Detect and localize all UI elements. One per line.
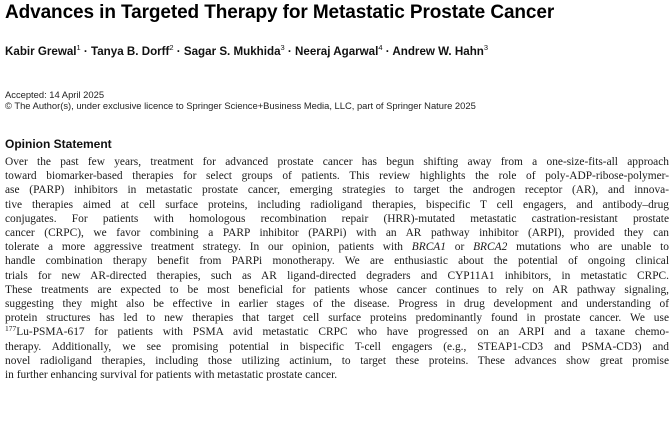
body-text-line: handle combination therapy benefit from PARPi monotherapy. We are enthusiastic about the potential of ongoing clinical	[5, 255, 669, 268]
affiliation-mark: 1	[76, 43, 81, 52]
body-text-line: tive therapies aimed at cell surface proteins, including radioligand therapies, bispecific T cell engagers, and antibody–drug	[5, 198, 669, 211]
author-separator: ·	[173, 45, 184, 58]
author-separator: ·	[382, 45, 393, 58]
affiliation-mark: 3	[280, 43, 285, 52]
body-text-line: $^{177}$Lu-PSMA-617 for patients with PSMA avid metastatic CRPC who have progressed on an ARPI and a taxane chemo-	[5, 324, 669, 339]
gene-name: BRCA1	[411, 241, 446, 254]
author	[295, 45, 392, 58]
body-text-line: suggesting they might also be effective in earlier stages of the disease. Progress in drug development and understanding of	[5, 298, 669, 311]
author-name: Tanya B. Dorff	[91, 45, 170, 58]
author-name: Neeraj Agarwal	[295, 45, 379, 58]
body-text-line: therapy. Additionally, we see promising potential in bispecific T-cell engagers (e.g., STEAP1-CD3 and PSMA-CD3) and	[5, 340, 669, 353]
affiliation-mark: 2	[169, 43, 174, 52]
body-text-line: trials for new AR-directed therapies, such as AR ligand-directed degraders and CYP11A1 inhibitors, in metastatic CRPC.	[5, 269, 669, 282]
author-name: Andrew W. Hahn	[392, 45, 484, 58]
author	[184, 45, 295, 58]
affiliation-mark: 4	[378, 43, 383, 52]
author	[5, 45, 91, 58]
body-text-line: ase (PARP) inhibitors in metastatic prostate cancer, emerging strategies to target the androgen receptor (AR), and innova-	[5, 184, 669, 197]
section-heading: Opinion Statement	[5, 137, 112, 151]
body-text-line: protein structures has led to new therapies that target cell surface proteins predominantly found in prostate cancer. We use	[5, 312, 669, 325]
author	[392, 45, 488, 58]
body-text-line: These treatments are expected to be most beneficial for patients whose cancer continues to rely on AR pathway signaling,	[5, 283, 669, 296]
author-name: Sagar S. Mukhida	[183, 45, 281, 58]
author-name: Kabir Grewal	[5, 45, 77, 58]
body-text-line: tolerate a more aggressive treatment strategy. In our opinion, patients with BRCA1 or BRCA2 mutations who are unable to	[5, 241, 669, 254]
gene-name: BRCA2	[473, 241, 508, 254]
body-text-line: cancer (CRPC), we favor combining a PARP inhibitor (PARPi) with an AR pathway inhibitor (ARPI), provided they can	[5, 227, 669, 240]
copyright-notice: © The Author(s), under exclusive licence to Springer Science+Business Media, LLC, part of Springer Nature 2025	[5, 100, 476, 111]
author-separator: ·	[80, 45, 92, 58]
article-title: Advances in Targeted Therapy for Metastatic Prostate Cancer	[5, 2, 555, 23]
opinion-statement-body	[5, 155, 669, 382]
accepted-date: Accepted: 14 April 2025	[5, 89, 105, 100]
body-text-line: toward biomarker-based therapies for select groups of patients. This review highlights the role of poly-ADP-ribose-polymer-	[5, 170, 669, 183]
body-text-line: novel radioligand therapies, including those utilizing actinium, to target these proteins. These advances show great promise	[5, 354, 669, 367]
body-text-line: Over the past few years, treatment for advanced prostate cancer has begun shifting away from a one-size-fits-all approach	[5, 156, 669, 168]
author	[91, 45, 184, 58]
isotope-mass-number: 177	[5, 324, 17, 334]
body-text-line: conjugates. For patients with homologous recombination repair (HRR)-mutated metastatic castration-resistant prostate	[5, 212, 669, 225]
author-separator: ·	[284, 45, 295, 58]
affiliation-mark: 3	[483, 43, 489, 52]
author-list	[5, 45, 665, 59]
body-text-line: in further enhancing survival for patients with metastatic prostate cancer.	[5, 369, 338, 382]
